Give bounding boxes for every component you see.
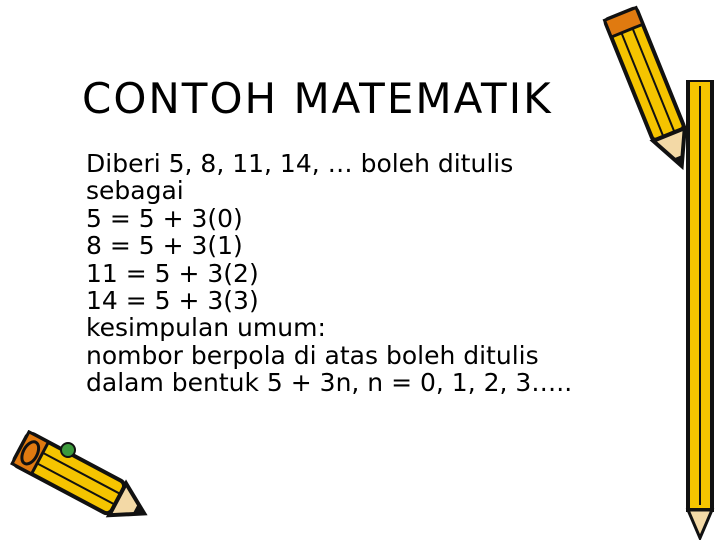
body-line-conclusion-1: nombor berpola di atas boleh ditulis	[86, 340, 539, 370]
body-line-equation-1: 8 = 5 + 3(1)	[86, 231, 243, 261]
pencil-clipart-right-edge	[680, 80, 720, 540]
body-line-sebagai: sebagai	[86, 176, 184, 206]
body-line-conclusion-2: dalam bentuk 5 + 3n, n = 0, 1, 2, 3…..	[86, 368, 573, 398]
body-line-equation-2: 11 = 5 + 3(2)	[86, 258, 259, 288]
slide-body	[86, 150, 646, 397]
body-line-conclusion-heading: kesimpulan umum:	[86, 313, 326, 343]
body-line-equation-3: 14 = 5 + 3(3)	[86, 286, 259, 316]
pencil-clipart-bottom-left	[0, 430, 160, 540]
body-line-equation-0: 5 = 5 + 3(0)	[86, 203, 243, 233]
body-line-intro: Diberi 5, 8, 11, 14, … boleh ditulis	[86, 149, 514, 178]
slide-title: CONTOH MATEMATIK	[82, 74, 553, 123]
